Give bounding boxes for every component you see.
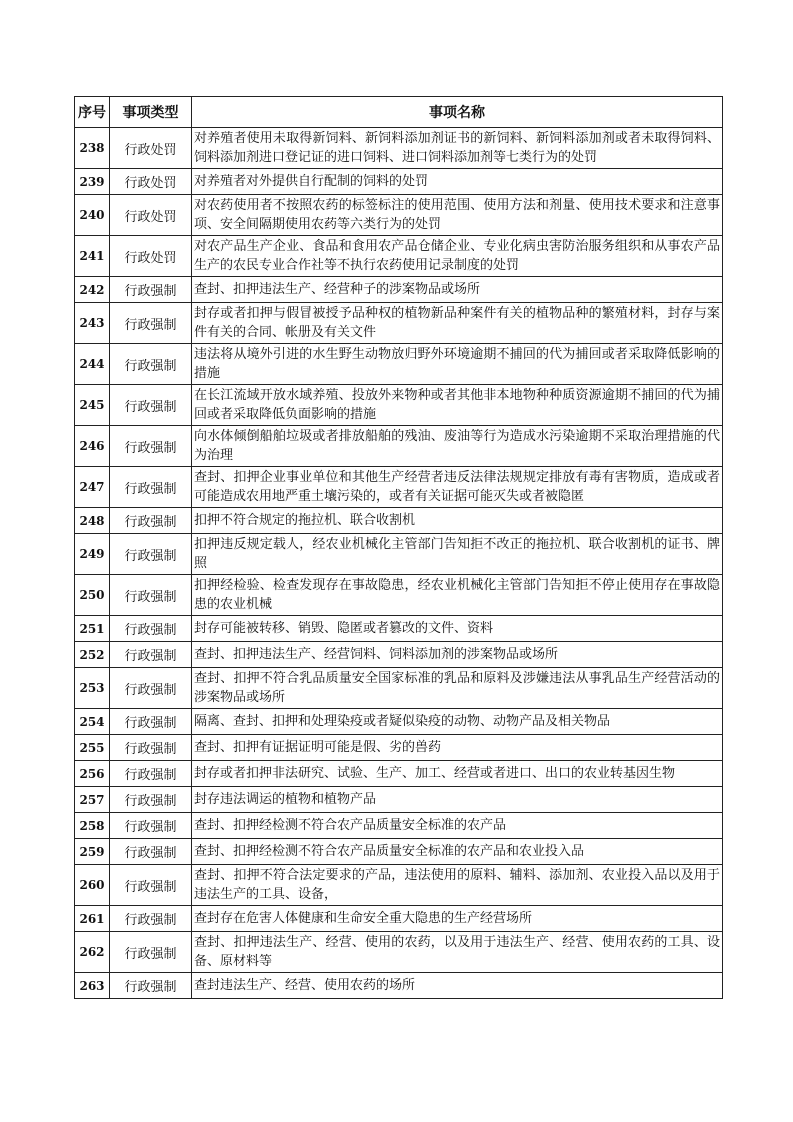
- header-type: 事项类型: [110, 97, 192, 128]
- row-no: 259: [75, 839, 110, 865]
- row-type: 行政强制: [110, 616, 192, 642]
- table-row: [75, 839, 723, 865]
- row-type: 行政强制: [110, 303, 192, 344]
- row-no: 241: [75, 236, 110, 277]
- table-row: [75, 467, 723, 508]
- table-row: [75, 236, 723, 277]
- row-no: 253: [75, 668, 110, 709]
- row-name: 封存违法调运的植物和植物产品: [192, 787, 723, 813]
- row-type: 行政强制: [110, 865, 192, 906]
- row-no: 263: [75, 973, 110, 999]
- row-name: 扣押不符合规定的拖拉机、联合收割机: [192, 508, 723, 534]
- row-no: 251: [75, 616, 110, 642]
- row-type: 行政强制: [110, 508, 192, 534]
- row-type: 行政强制: [110, 344, 192, 385]
- row-type: 行政处罚: [110, 169, 192, 195]
- table-row: [75, 344, 723, 385]
- row-name: 查封、扣押不符合乳品质量安全国家标准的乳品和原料及涉嫌违法从事乳品生产经营活动的涉案物品或场所: [192, 668, 723, 709]
- table-row: [75, 973, 723, 999]
- row-name: 扣押经检验、检查发现存在事故隐患，经农业机械化主管部门告知拒不停止使用存在事故隐患的农业机械: [192, 575, 723, 616]
- row-type: 行政强制: [110, 642, 192, 668]
- table-row: [75, 813, 723, 839]
- row-type: 行政强制: [110, 839, 192, 865]
- row-type: 行政强制: [110, 385, 192, 426]
- row-name: 查封、扣押违法生产、经营饲料、饲料添加剂的涉案物品或场所: [192, 642, 723, 668]
- table-row: [75, 865, 723, 906]
- row-no: 245: [75, 385, 110, 426]
- row-no: 244: [75, 344, 110, 385]
- row-name: 对养殖者使用未取得新饲料、新饲料添加剂证书的新饲料、新饲料添加剂或者未取得饲料、饲料添加剂进口登记证的进口饲料、进口饲料添加剂等七类行为的处罚: [192, 128, 723, 169]
- row-no: 250: [75, 575, 110, 616]
- row-name: 查封、扣押经检测不符合农产品质量安全标准的农产品和农业投入品: [192, 839, 723, 865]
- row-no: 247: [75, 467, 110, 508]
- row-no: 242: [75, 277, 110, 303]
- table-row: [75, 668, 723, 709]
- row-name: 封存或者扣押与假冒被授予品种权的植物新品种案件有关的植物品种的繁殖材料，封存与案件有关的合同、帐册及有关文件: [192, 303, 723, 344]
- row-type: 行政强制: [110, 277, 192, 303]
- table-row: [75, 169, 723, 195]
- table-row: [75, 128, 723, 169]
- row-type: 行政强制: [110, 906, 192, 932]
- row-type: 行政强制: [110, 761, 192, 787]
- row-no: 243: [75, 303, 110, 344]
- row-type: 行政强制: [110, 426, 192, 467]
- row-type: 行政强制: [110, 467, 192, 508]
- row-no: 240: [75, 195, 110, 236]
- row-name: 查封、扣押经检测不符合农产品质量安全标准的农产品: [192, 813, 723, 839]
- row-no: 260: [75, 865, 110, 906]
- row-name: 扣押违反规定载人，经农业机械化主管部门告知拒不改正的拖拉机、联合收割机的证书、牌照: [192, 534, 723, 575]
- row-name: 封存可能被转移、销毁、隐匿或者篡改的文件、资料: [192, 616, 723, 642]
- items-table: [74, 96, 723, 999]
- row-no: 249: [75, 534, 110, 575]
- table-row: [75, 735, 723, 761]
- row-no: 239: [75, 169, 110, 195]
- table-row: [75, 385, 723, 426]
- table-row: [75, 616, 723, 642]
- row-name: 查封、扣押不符合法定要求的产品，违法使用的原料、辅料、添加剂、农业投入品以及用于违法生产的工具、设备，: [192, 865, 723, 906]
- row-name: 隔离、查封、扣押和处理染疫或者疑似染疫的动物、动物产品及相关物品: [192, 709, 723, 735]
- row-type: 行政处罚: [110, 236, 192, 277]
- row-no: 246: [75, 426, 110, 467]
- table-row: [75, 642, 723, 668]
- row-name: 查封存在危害人体健康和生命安全重大隐患的生产经营场所: [192, 906, 723, 932]
- row-no: 254: [75, 709, 110, 735]
- row-type: 行政强制: [110, 932, 192, 973]
- row-no: 262: [75, 932, 110, 973]
- row-no: 252: [75, 642, 110, 668]
- row-no: 248: [75, 508, 110, 534]
- row-name: 向水体倾倒船舶垃圾或者排放船舶的残油、废油等行为造成水污染逾期不采取治理措施的代为治理: [192, 426, 723, 467]
- table-row: [75, 534, 723, 575]
- table-row: [75, 277, 723, 303]
- row-no: 257: [75, 787, 110, 813]
- row-name: 对农产品生产企业、食品和食用农产品仓储企业、专业化病虫害防治服务组织和从事农产品生产的农民专业合作社等不执行农药使用记录制度的处罚: [192, 236, 723, 277]
- row-no: 256: [75, 761, 110, 787]
- row-type: 行政处罚: [110, 128, 192, 169]
- row-name: 查封、扣押有证据证明可能是假、劣的兽药: [192, 735, 723, 761]
- row-type: 行政强制: [110, 575, 192, 616]
- header-row: [75, 97, 723, 128]
- row-name: 违法将从境外引进的水生野生动物放归野外环境逾期不捕回的代为捕回或者采取降低影响的措施: [192, 344, 723, 385]
- row-type: 行政强制: [110, 787, 192, 813]
- row-name: 封存或者扣押非法研究、试验、生产、加工、经营或者进口、出口的农业转基因生物: [192, 761, 723, 787]
- row-name: 对农药使用者不按照农药的标签标注的使用范围、使用方法和剂量、使用技术要求和注意事项、安全间隔期使用农药等六类行为的处罚: [192, 195, 723, 236]
- row-name: 在长江流域开放水域养殖、投放外来物种或者其他非本地物种种质资源逾期不捕回的代为捕回或者采取降低负面影响的措施: [192, 385, 723, 426]
- row-name: 查封、扣押违法生产、经营种子的涉案物品或场所: [192, 277, 723, 303]
- table-row: [75, 575, 723, 616]
- row-type: 行政强制: [110, 668, 192, 709]
- row-name: 查封、扣押违法生产、经营、使用的农药，以及用于违法生产、经营、使用农药的工具、设备、原材料等: [192, 932, 723, 973]
- table-row: [75, 195, 723, 236]
- table-row: [75, 761, 723, 787]
- table-row: [75, 426, 723, 467]
- row-no: 258: [75, 813, 110, 839]
- table-row: [75, 932, 723, 973]
- row-type: 行政强制: [110, 534, 192, 575]
- table-row: [75, 709, 723, 735]
- row-name: 对养殖者对外提供自行配制的饲料的处罚: [192, 169, 723, 195]
- row-type: 行政强制: [110, 735, 192, 761]
- row-no: 261: [75, 906, 110, 932]
- row-no: 238: [75, 128, 110, 169]
- row-type: 行政强制: [110, 813, 192, 839]
- row-type: 行政强制: [110, 709, 192, 735]
- row-type: 行政处罚: [110, 195, 192, 236]
- row-no: 255: [75, 735, 110, 761]
- header-name: 事项名称: [192, 97, 723, 128]
- header-no: 序号: [75, 97, 110, 128]
- table-row: [75, 303, 723, 344]
- row-name: 查封违法生产、经营、使用农药的场所: [192, 973, 723, 999]
- table-row: [75, 508, 723, 534]
- row-type: 行政强制: [110, 973, 192, 999]
- table-row: [75, 787, 723, 813]
- row-name: 查封、扣押企业事业单位和其他生产经营者违反法律法规规定排放有毒有害物质，造成或者可能造成农用地严重土壤污染的，或者有关证据可能灭失或者被隐匿: [192, 467, 723, 508]
- table-row: [75, 906, 723, 932]
